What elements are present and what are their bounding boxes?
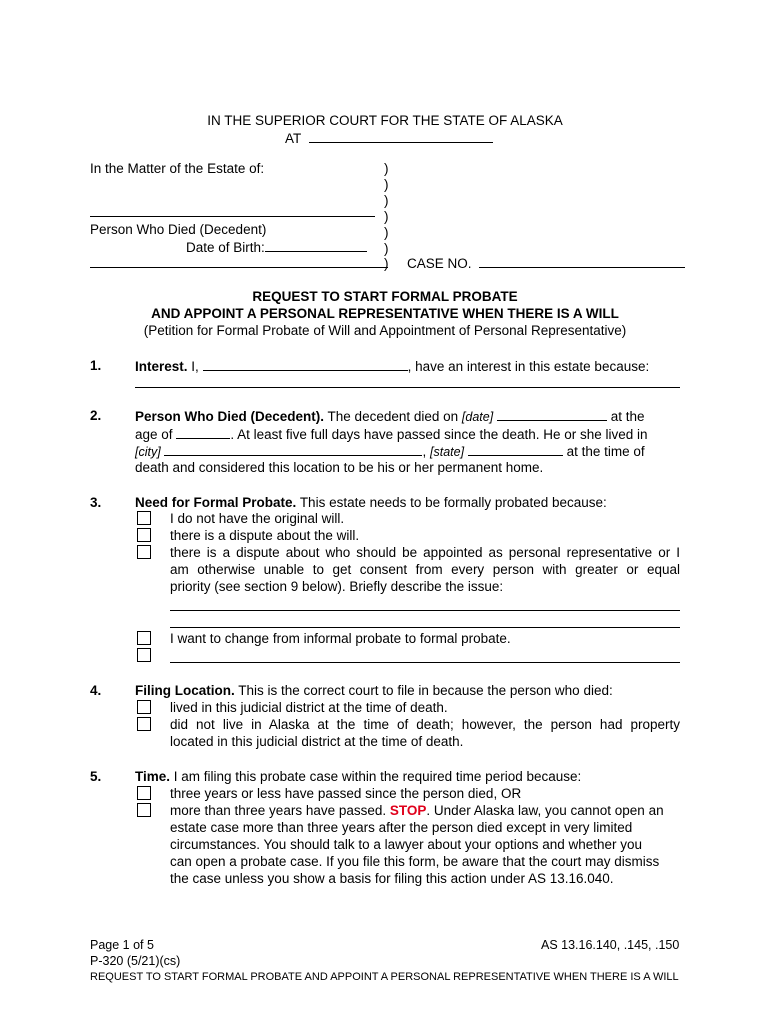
no-original-will-checkbox[interactable] <box>137 511 151 525</box>
petitioner-name-field[interactable] <box>203 357 408 371</box>
more-than-three-years-pre: more than three years have passed. <box>170 803 387 818</box>
age-of-label: age of <box>135 427 173 442</box>
decedent-label: Person Who Died (Decedent) <box>90 222 267 237</box>
estate-matter-label: In the Matter of the Estate of: <box>90 161 265 176</box>
more-than-three-years-checkbox[interactable] <box>137 803 151 817</box>
lived-in-district-checkbox[interactable] <box>137 700 151 714</box>
caption-paren: ) <box>384 161 389 176</box>
page-number: Page 1 of 5 <box>90 938 154 952</box>
other-reason-field[interactable] <box>170 662 680 663</box>
footer-form-title: REQUEST TO START FORMAL PROBATE AND APPOINT A PERSONAL REPRESENTATIVE WHEN THERE IS A WILL <box>90 971 679 983</box>
court-location-field[interactable] <box>309 129 493 143</box>
section-2-line-1 <box>135 407 645 426</box>
statute-reference: AS 13.16.140, .145, .150 <box>541 938 680 952</box>
more-than-three-years-post: . Under Alaska law, you cannot open an <box>426 803 664 818</box>
caption-paren: ) <box>384 193 389 208</box>
case-number-field[interactable] <box>479 254 685 268</box>
section-5-line-5: the case unless you show a basis for filing this action under AS 13.16.040. <box>170 871 614 886</box>
city-field[interactable] <box>164 442 422 456</box>
section-2-line-4: death and considered this location to be his or her permanent home. <box>135 460 544 475</box>
section-4-intro: This is the correct court to file in because the person who died: <box>238 683 613 698</box>
section-1-number: 1. <box>90 358 102 373</box>
section-3-intro-line <box>135 494 607 511</box>
comma: , <box>422 444 427 459</box>
age-field[interactable] <box>176 425 230 439</box>
other-reason-checkbox[interactable] <box>137 648 151 662</box>
at-label: AT <box>285 131 302 146</box>
section-5-line-2: estate case more than three years after the person died except in very limited <box>170 820 633 835</box>
decedent-name-field[interactable] <box>90 216 375 217</box>
date-hint: [date] <box>461 410 494 424</box>
case-number-label: CASE NO. <box>407 256 472 271</box>
dob-field[interactable] <box>265 238 367 252</box>
caption-paren: ) <box>384 209 389 224</box>
three-years-or-less-checkbox[interactable] <box>137 786 151 800</box>
died-on-label: The decedent died on <box>327 409 459 424</box>
more-than-three-years-line-1 <box>170 802 664 819</box>
section-4-number: 4. <box>90 683 102 698</box>
state-hint: [state] <box>430 445 465 459</box>
caption-paren: ) <box>384 241 389 256</box>
property-in-district-label-line-1: did not live in Alaska at the time of death; however, the person had property <box>170 717 680 732</box>
time-of-label: at the time of <box>566 444 645 459</box>
state-field[interactable] <box>468 442 563 456</box>
caption-paren: ) <box>384 256 389 271</box>
section-2-line-2 <box>135 425 648 443</box>
pr-dispute-label-line-3: priority (see section 9 below). Briefly describe the issue: <box>170 579 504 594</box>
section-1-interest <box>135 357 649 375</box>
date-of-birth <box>186 238 367 256</box>
section-2-heading: Person Who Died (Decedent). <box>135 409 325 424</box>
lived-in-district-label: lived in this judicial district at the time of death. <box>170 700 448 715</box>
will-dispute-checkbox[interactable] <box>137 528 151 542</box>
caption-paren: ) <box>384 225 389 240</box>
age-rest-text: . At least five full days have passed since the death. He or she lived in <box>230 427 648 442</box>
at-the-label: at the <box>610 409 645 424</box>
section-3-intro: This estate needs to be formally probated because: <box>299 495 607 510</box>
property-in-district-checkbox[interactable] <box>137 717 151 731</box>
caption-paren: ) <box>384 177 389 192</box>
interest-reason-field[interactable] <box>135 387 680 388</box>
section-5-heading: Time. <box>135 769 171 784</box>
pr-dispute-label-line-2: am otherwise unable to get consent from every person with greater or equal <box>170 562 680 577</box>
section-3-heading: Need for Formal Probate. <box>135 495 297 510</box>
court-location <box>285 129 493 147</box>
section-1-post: , have an interest in this estate because: <box>407 359 650 374</box>
section-2-number: 2. <box>90 408 102 423</box>
section-5-intro: I am filing this probate case within the required time period because: <box>173 769 582 784</box>
form-title-line-2: AND APPOINT A PERSONAL REPRESENTATIVE WHEN THERE IS A WILL <box>151 306 619 321</box>
caption-bottom-line <box>90 267 388 268</box>
section-4-intro-line <box>135 682 613 699</box>
pr-dispute-checkbox[interactable] <box>137 545 151 559</box>
dob-label: Date of Birth: <box>186 240 265 255</box>
section-5-line-3: circumstances. You should talk to a lawyer about your options and whether you <box>170 837 643 852</box>
section-5-intro-line <box>135 768 581 785</box>
date-of-death-field[interactable] <box>497 407 607 421</box>
section-1-heading: Interest. <box>135 359 188 374</box>
court-heading: IN THE SUPERIOR COURT FOR THE STATE OF ALASKA <box>207 113 563 128</box>
form-id: P-320 (5/21)(cs) <box>90 954 181 968</box>
section-4-heading: Filing Location. <box>135 683 235 698</box>
section-5-line-4: can open a probate case. If you file this form, be aware that the court may dismiss <box>170 854 660 869</box>
no-original-will-label: I do not have the original will. <box>170 511 345 526</box>
property-in-district-label-line-2: located in this judicial district at the time of death. <box>170 734 464 749</box>
change-to-formal-checkbox[interactable] <box>137 631 151 645</box>
section-1-pre: I, <box>191 359 199 374</box>
dispute-description-field-1[interactable] <box>170 610 680 611</box>
pr-dispute-label-line-1: there is a dispute about who should be appointed as personal representative or I <box>170 545 680 560</box>
change-to-formal-label: I want to change from informal probate to formal probate. <box>170 631 511 646</box>
will-dispute-label: there is a dispute about the will. <box>170 528 360 543</box>
section-5-number: 5. <box>90 769 102 784</box>
dispute-description-field-2[interactable] <box>170 627 680 628</box>
form-title-line-1: REQUEST TO START FORMAL PROBATE <box>252 289 518 304</box>
stop-warning: STOP <box>389 803 427 818</box>
case-number <box>407 254 685 272</box>
section-3-number: 3. <box>90 495 102 510</box>
three-years-or-less-label: three years or less have passed since the person died, OR <box>170 786 522 801</box>
form-subtitle: (Petition for Formal Probate of Will and Appointment of Personal Representative) <box>143 323 627 338</box>
city-hint: [city] <box>135 445 161 459</box>
